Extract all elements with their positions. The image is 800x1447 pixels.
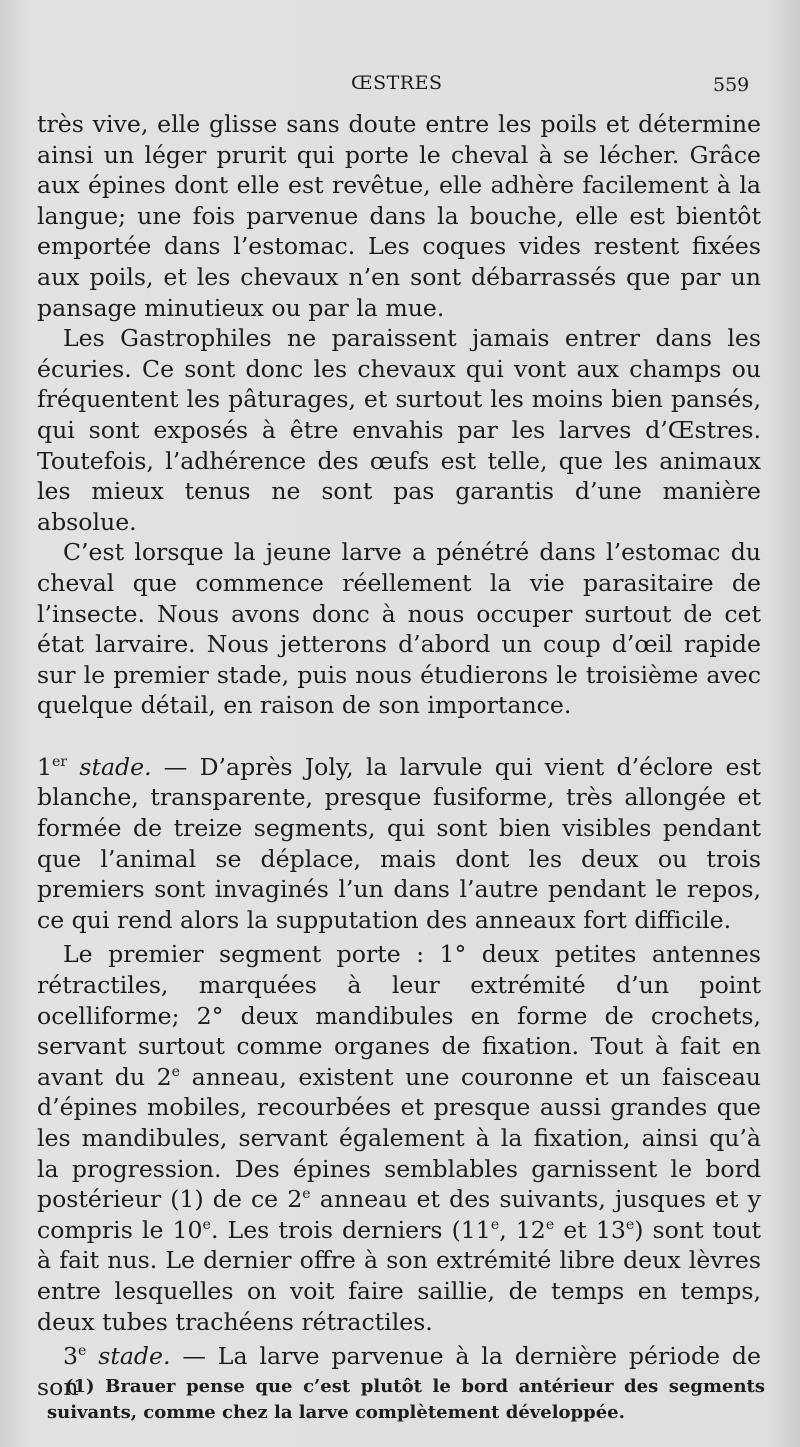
text-run: Le premier segment porte : 1° deux petites antennes rétractiles, marquées à leur extrémité d’un point ocelliforme; 2° deux mandibules en forme de crochets, servant surtout comme organes de fixation. Tout à fait en avant du 2 [37, 940, 761, 1091]
paragraph-3: C’est lorsque la jeune larve a pénétré dans l’estomac du cheval que commence réellement la vie parasitaire de l’insecte. Nous avons donc à nous occuper surtout de cet état larvaire. Nous jetterons d’abord un coup d’œil rapide sur le premier stade, puis nous étudierons le troisième avec quelque détail, en raison de son importance. [37, 538, 761, 720]
paragraph-2: Les Gastrophiles ne paraissent jamais entrer dans les écuries. Ce sont donc les chevaux qui vont aux champs ou fréquentent les pâturages, et surtout les moins bien pansés, qui sont exposés à être envahis par les larves d’Œstres. Toutefois, l’adhérence des œufs est telle, que les animaux les mieux tenus ne sont pas garantis d’une manière absolue. [37, 324, 761, 536]
footnote: (1) Brauer pense que c’est plutôt le bord antérieur des segments suivants, comme chez la larve complètement développée. [47, 1376, 765, 1423]
text-run: et 13 [554, 1215, 626, 1244]
text-run: . Les trois derniers (11 [210, 1215, 491, 1244]
ordinal-sup: e [625, 1216, 635, 1233]
page-header [0, 72, 800, 102]
paragraph-1: très vive, elle glisse sans doute entre les poils et détermine ainsi un léger prurit qui porte le cheval à se lécher. Grâce aux épines dont elle est revêtue, elle adhère facilement à la langue; une fois parvenue dans la bouche, elle est bientôt emportée dans l’estomac. Les coques vides restent fixées aux poils, et les chevaux n’en sont débarrassés que par un pansage minutieux ou par la mue. [37, 110, 761, 322]
ordinal-sup: e [545, 1216, 555, 1233]
stage-number: 1 [37, 752, 53, 781]
stage-ordinal: e [78, 1343, 87, 1360]
paragraph-first-stage [37, 752, 761, 936]
page-number: 559 [713, 74, 750, 96]
body-text [37, 109, 761, 1402]
stage-heading: stade. [98, 1342, 171, 1371]
text-run: anneau et des suivants, jusques et y compris le 10 [37, 1185, 762, 1244]
stage-heading: stade. [79, 752, 152, 781]
running-title: ŒSTRES [351, 72, 443, 94]
stage-text: — D’après Joly, la larvule qui vient d’éclore est blanche, transparente, presque fusiforme, très allongée et formée de treize segments, qui sont bien visibles pendant que l’animal se déplace, mais dont les deux ou trois premiers sont invaginés l’un dans l’autre pendant le repos, ce qui rend alors la supputation des anneaux fort difficile. [37, 752, 762, 934]
stage-ordinal: er [52, 754, 68, 771]
paragraph-first-segment [37, 939, 761, 1337]
text-run: , 12 [499, 1215, 546, 1244]
text-run: ) sont tout à fait nus. Le dernier offre à son extrémité libre deux lèvres entre lesquelles on voit faire saillie, de temps en temps, deux tubes trachéens rétractiles. [37, 1215, 762, 1336]
ordinal-sup: e [490, 1216, 500, 1233]
ordinal-sup: e [171, 1063, 181, 1080]
ordinal-sup: e [202, 1216, 211, 1233]
text-run: anneau, existent une couronne et un faisceau d’épines mobiles, recourbées et presque aussi grandes que les mandibules, servant également à la fixation, ainsi qu’à la progression. Des épines semblables garnissent le bord postérieur (1) de ce 2 [37, 1062, 761, 1214]
stage-text: — La larve parvenue à la dernière période de son [37, 1342, 762, 1401]
stage-number: 3 [63, 1342, 79, 1371]
ordinal-sup: e [302, 1186, 311, 1203]
